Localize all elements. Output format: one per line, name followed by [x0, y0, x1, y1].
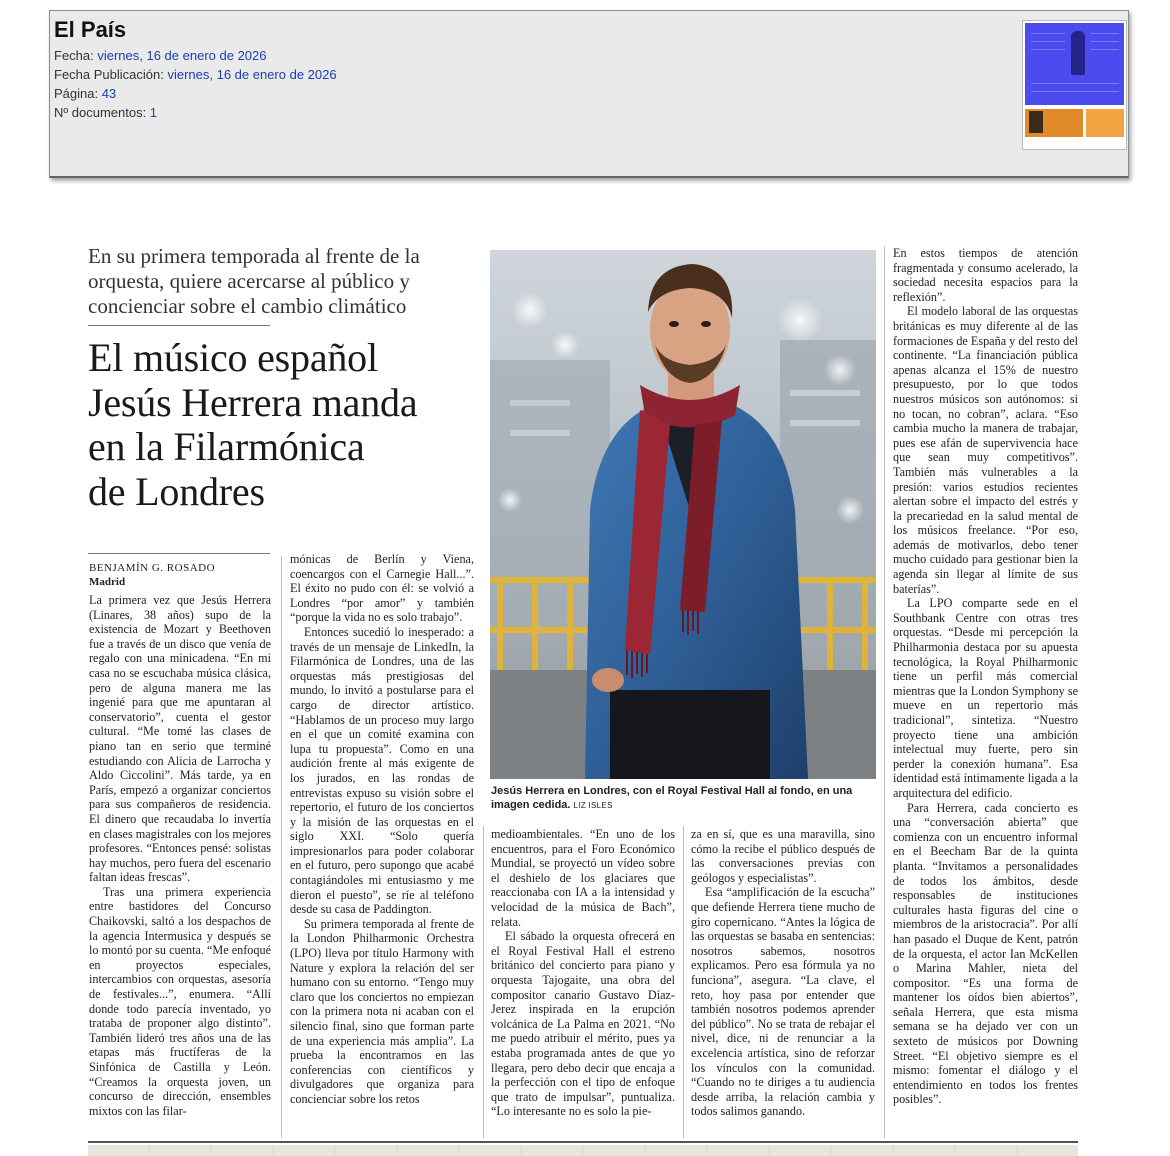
- article-headline: El músico español Jesús Herrera manda en la Filarmónica de Londres: [88, 335, 418, 514]
- text-column-4: za en sí, que es una maravilla, sino cómo la recibe el público después de las conversaciones previas con geólogos y especialistas”. Esa “amplificación de la escucha” que defiende Herrera tiene mucho de giro copernicano. “Antes la lógica de las orquestas se basaba en sentencias: nosotros sabemos, nosotros explicamos. Pero esa fórmula ya no funciona”, asegura. “La clave, el reto, hoy pasa por entender que también nosotros podemos aprender del público”. No se trata de rebajar el nivel, dice, ni de renunciar a la excelencia artística, sino de reforzar los vínculos con la comunidad. “Cuando no te diriges a tu audiencia desde arriba, la relación cambia y todos salimos ganando.: [691, 827, 875, 1119]
- publication-date-link[interactable]: viernes, 16 de enero de 2026: [167, 67, 337, 82]
- column-divider: [483, 826, 484, 1138]
- article-subtitle: En su primera temporada al frente de la orquesta, quiere acercarse al público y concienciar sobre el cambio climático: [88, 244, 420, 318]
- byline-rule: [88, 553, 270, 554]
- thumbnail-ad-right: [1086, 109, 1124, 137]
- publication-name: El País: [54, 17, 127, 42]
- text-column-2: mónicas de Berlín y Viena, coencargos con el Carnegie Hall...”. El éxito no pudo con él: se volvió a Londres “por amor” y también “porque la vida no es solo trabajo”. Entonces sucedió lo inesperado: a través de un mensaje de LinkedIn, la Filarmónica de Londres, una de las orquestas más prestigiosas del mundo, lo invitó a postularse para el cargo de director artístico. “Hablamos de un proceso muy largo en el que un comité examina con lupa tu propuesta”. Como en una audición frente al más exigente de los jurados, en las rondas de entrevistas expuso su visión sobre el repertorio, el futuro de los conciertos y la misión de las orquestas en el siglo XXI. “Solo quería impresionarlos para poder colaborar en el futuro, pero supongo que acabé contagiándoles mi entusiasmo y me dieron el puesto”, se ríe al teléfono desde su casa de Paddington. Su primera temporada al frente de la London Philharmonic Orchestra (LPO) lleva por título Harmony with Nature y explora la relación del ser humano con su entorno. “Tengo muy claro que los conciertos no empiezan con la primera nota ni acaban con el silencio final, sino que forman parte de una experiencia más amplia”. La prueba la encontramos en las conferencias con científicos y divulgadores que organiza para concienciar sobre los retos: [290, 552, 474, 1106]
- page-link[interactable]: 43: [101, 86, 117, 101]
- clipping-header: [49, 10, 1129, 178]
- meta-date: Fecha: viernes, 16 de enero de 2026: [54, 48, 267, 63]
- page-bottom-rule: [88, 1141, 1078, 1143]
- column-divider: [683, 826, 684, 1138]
- doc-count-link[interactable]: 1: [149, 105, 158, 120]
- text-column-3: medioambientales. “En uno de los encuentros, para el Foro Económico Mundial, se proyectó un vídeo sobre el deshielo de los glaciares que reaccionaba con IA a la intensidad y velocidad de la música de Bach”, relata. El sábado la orquesta ofrecerá en el Royal Festival Hall el estreno británico del concierto para piano y orquesta Tajogaite, una obra del compositor canario Gustavo Díaz-Jerez inspirada en la erupción volcánica de La Palma en 2021. “No me puedo atribuir el mérito, pues ya estaba programada antes de que yo llegara, pero debo decir que encaja a la perfección con el tipo de enfoque que trato de impulsar”, puntualiza. “Lo interesante no es solo la pie-: [491, 827, 675, 1119]
- dateline-city: Madrid: [89, 576, 126, 588]
- thumbnail-blue-panel: [1025, 23, 1124, 105]
- photo-credit: LIZ ISLES: [573, 801, 613, 810]
- column-divider: [281, 556, 282, 1138]
- photo-caption: Jesús Herrera en Londres, con el Royal Festival Hall al fondo, en una imagen cedida. LIZ ISLES: [491, 785, 853, 811]
- meta-doc-count: Nº documentos: 1: [54, 105, 158, 120]
- headline-rule-top: [88, 325, 270, 326]
- text-column-5: En estos tiempos de atención fragmentada y consumo acelerado, la sociedad necesita espacios para la reflexión”. El modelo laboral de las orquestas británicas es muy diferente al de las formaciones de España y del resto del continente. “La financiación pública apenas alcanza el 15% de nuestro presupuesto, por lo que todos nuestros músicos son autónomos: si no tocan, no cobran”, aclara. “Eso cambia mucho la manera de trabajar, pues ese afán de supervivencia hace que sean muy competitivos”. También más vulnerables a la presión: varios estudios recientes alertan sobre el impacto del estrés y la precariedad en la salud mental de los músicos freelance. “Por eso, además de motivarlos, debo tener mucho cuidado para gestionar bien la agenda sin llegar al límite de sus baterías”. La LPO comparte sede en el Southbank Centre con otras tres orquestas. “Desde mi percepción la Philharmonia destaca por su apuesta tecnológica, la Royal Philharmonic tiene un perfil más comercial mientras que la London Symphony se mueve en un repertorio más tradicional”, sintetiza. “Nuestro proyecto tiene una ambición intelectual muy fuerte, pero sin perder la conexión humana”. Esa identidad está íntimamente ligada a la arquitectura del edificio. Para Herrera, cada concierto es una “conversación abierta” que comienza con un encuentro informal en el Beecham Bar de la quinta planta. “Invitamos a personalidades de todos los ámbitos, desde responsables de instituciones culturales hasta figuras del cine o miembros de la aristocracia”. Por allí han pasado el Duque de Kent, patrón de la orquesta, el actor Ian McKellen o Marina Mahler, nieta del compositor. “Es una forma de mantener los oídos bien abiertos”, señala Herrera, que esta misma semana se ha dejado ver con un sexteto de músicos por Downing Street. “El objetivo siempre es el mismo: fomentar el diálogo y el entendimiento en todos los frentes posibles”.: [893, 246, 1078, 1107]
- meta-page: Página: 43: [54, 86, 117, 101]
- column-divider: [884, 246, 885, 1138]
- text-column-1: La primera vez que Jesús Herrera (Linares, 38 años) supo de la existencia de Mozart y Beethoven fue a través de un disco que venía de regalo con una minicadena. “En mi casa no se escuchaba música clásica, pero de alguna manera me las ingenié para que me apuntaran al conservatorio”, cuenta el gestor cultural. “Me tomé las clases de piano tan en serio que terminé estudiando con Alicia de Larrocha y Aldo Ciccolini”. Más tarde, ya en París, empezó a organizar conciertos para sus compañeros de residencia. El dinero que recaudaba lo invertía en clases magistrales con los mejores profesores. “Entonces pensé: solistas hay muchos, pero fuera del escenario faltan ideas frescas”. Tras una primera experiencia entre bastidores del Concurso Chaikovski, saltó a los despachos de la agencia Intermusica y después se lo montó por su cuenta. “Me enfoqué en proyectos especiales, intercambios con orquestas, asesoría de festivales...”, enumera. “Allí donde todo parecía inventado, yo trataba de proponer algo distinto”. También lideró tres años una de las etapas más fructíferas de la Sinfónica de Castilla y León. “Creamos la orquesta joven, un concurso de dirección, ensembles mixtos con las filar-: [89, 593, 271, 1118]
- page-thumbnail[interactable]: [1022, 20, 1127, 150]
- date-link[interactable]: viernes, 16 de enero de 2026: [97, 48, 267, 63]
- byline: BENJAMÍN G. ROSADO: [89, 562, 216, 574]
- article-photo: [490, 250, 876, 779]
- meta-publication-date: Fecha Publicación: viernes, 16 de enero de 2026: [54, 67, 337, 82]
- page-bottom-strip: [88, 1145, 1078, 1156]
